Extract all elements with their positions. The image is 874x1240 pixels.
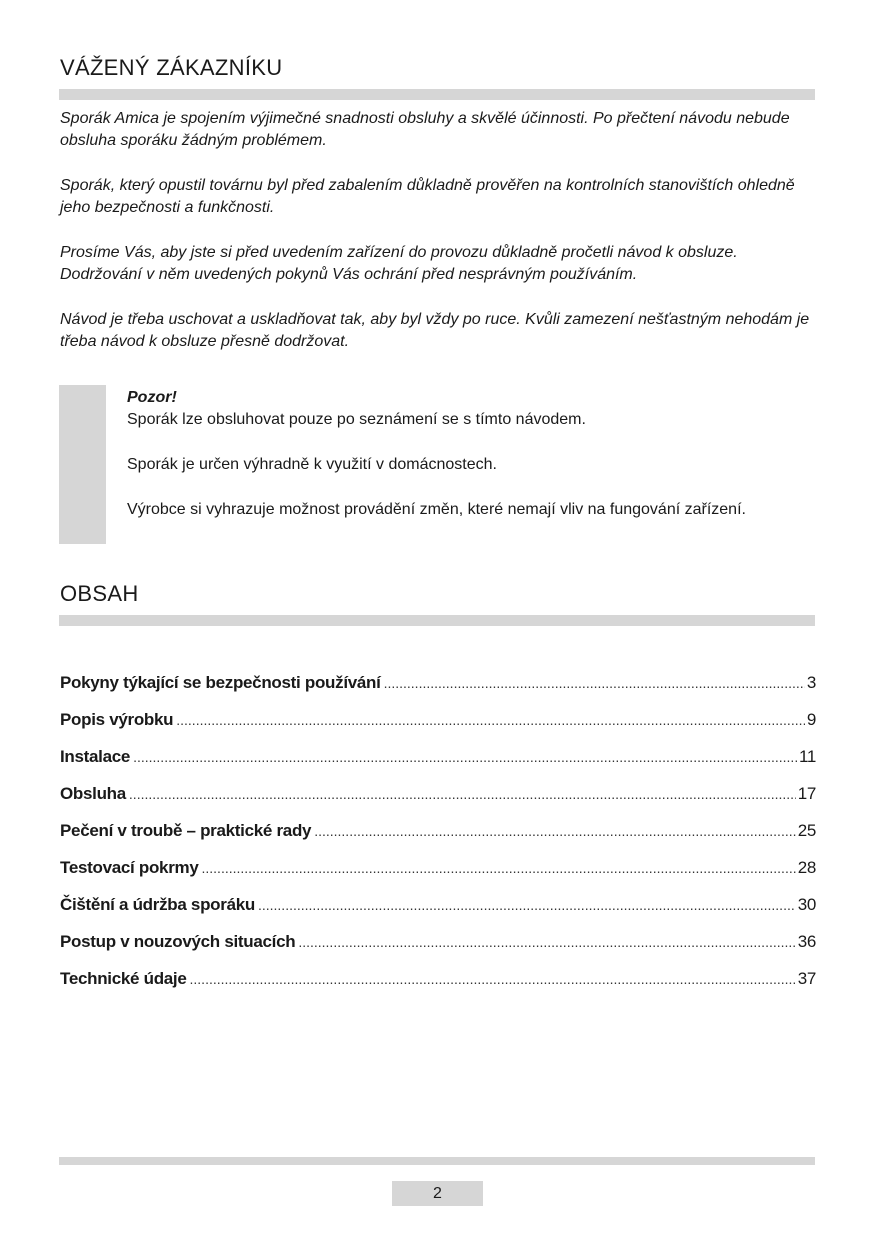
intro-paragraph: Návod je třeba uschovat a uskladňovat tak, aby byl vždy po ruce. Kvůli zamezení nešťastným nehodám je třeba návod k obsluze přesně dodržovat. [60,311,810,350]
toc-entry-title: Testovací pokrmy [60,858,199,877]
toc-entry-page: 25 [797,821,816,840]
contents-heading: OBSAH [60,581,139,606]
toc-entry-title: Popis výrobku [60,710,174,729]
toc-dot-leader [298,934,795,950]
toc-dot-leader [176,712,805,728]
warning-note [127,387,807,544]
toc-entry-title: Technické údaje [60,969,187,988]
toc-dot-leader [129,786,796,802]
toc-entry-title: Obsluha [60,784,126,803]
toc-entry-page: 11 [798,747,816,766]
intro-paragraph: Sporák Amica je spojením výjimečné snadnosti obsluhy a skvělé účinnosti. Po přečtení návodu nebude obsluha sporáku žádným problémem. [60,110,790,149]
contents-heading-rule [59,615,815,626]
toc-dot-leader [384,675,805,691]
intro-text [60,108,820,376]
warning-note-paragraph: Výrobce si vyhrazuje možnost provádění změn, které nemají vliv na fungování zařízení. [127,501,746,518]
toc-entry[interactable] [60,895,816,932]
toc-entry[interactable] [60,932,816,969]
toc-entry-page: 17 [797,784,816,803]
toc-entry-page: 9 [806,710,816,729]
warning-note-paragraph: Sporák je určen výhradně k využití v domácnostech. [127,456,497,473]
warning-note-paragraph: Sporák lze obsluhovat pouze po seznámení se s tímto návodem. [127,411,586,428]
toc-entry[interactable] [60,710,816,747]
toc-entry-page: 3 [806,673,816,692]
toc-entry-title: Pečení v troubě – praktické rady [60,821,312,840]
toc-entry-title: Čištění a údržba sporáku [60,895,255,914]
table-of-contents [60,673,816,1006]
toc-entry-page: 37 [797,969,816,988]
toc-entry[interactable] [60,858,816,895]
welcome-heading: VÁŽENÝ ZÁKAZNÍKU [60,55,283,80]
toc-entry-page: 30 [797,895,816,914]
intro-paragraph: Sporák, který opustil továrnu byl před zabalením důkladně prověřen na kontrolních stanovištích ohledně jeho bezpečnosti a funkčnosti. [60,177,795,216]
toc-entry[interactable] [60,673,816,710]
footer-rule [59,1157,815,1165]
toc-entry-title: Postup v nouzových situacích [60,932,296,951]
toc-dot-leader [202,860,796,876]
warning-note-title: Pozor! [127,389,177,406]
intro-paragraph: Prosíme Vás, aby jste si před uvedením zařízení do provozu důkladně pročetli návod k obsluze. Dodržování v něm uvedených pokynů Vás ochrání před nesprávným používáním. [60,244,738,283]
toc-entry[interactable] [60,821,816,858]
toc-entry[interactable] [60,747,816,784]
toc-entry-title: Pokyny týkající se bezpečnosti používání [60,673,381,692]
toc-entry-page: 36 [797,932,816,951]
toc-entry[interactable] [60,969,816,1006]
welcome-heading-rule [59,89,815,100]
toc-entry-title: Instalace [60,747,131,766]
page-number: 2 [392,1181,483,1206]
toc-entry-page: 28 [797,858,816,877]
toc-dot-leader [133,749,797,765]
warning-note-bar [59,385,106,544]
toc-dot-leader [314,823,796,839]
toc-dot-leader [190,971,796,987]
toc-dot-leader [258,897,796,913]
toc-entry[interactable] [60,784,816,821]
